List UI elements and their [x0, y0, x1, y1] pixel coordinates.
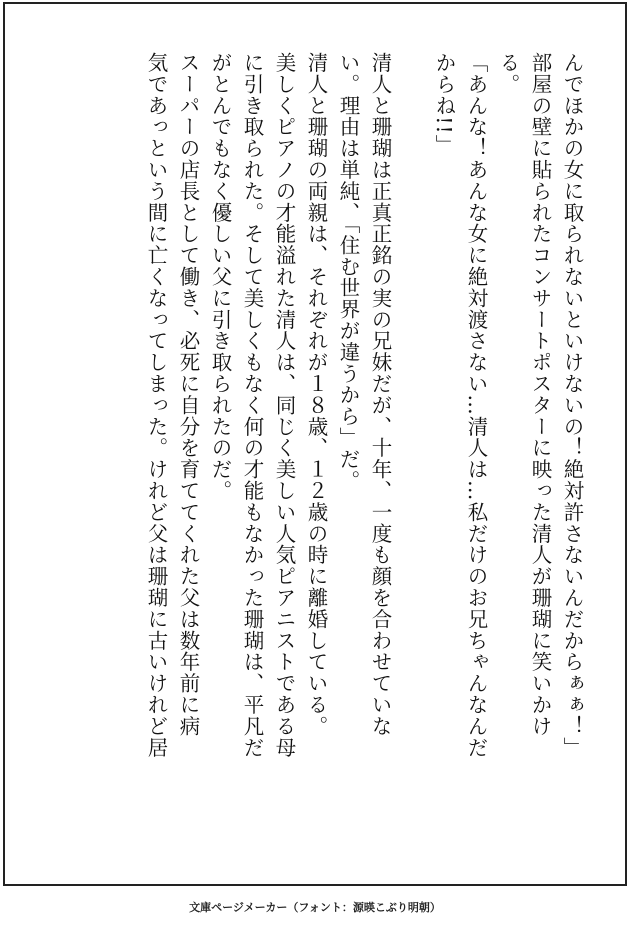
text-line: に引き取られた。そして美しくもなく何の才能もなかった珊瑚は、平凡だ	[240, 52, 264, 759]
text-line: んでほかの女に取られないといけないの！絶対許さないんだからぁぁ！」	[560, 52, 584, 759]
text-line: 美しくピアノの才能溢れた清人は、同じく美しい人気ピアニストである母	[272, 52, 296, 759]
text-line: 部屋の壁に貼られたコンサートポスターに映った清人が珊瑚に笑いかけ	[528, 52, 552, 737]
text-line: スーパーの店長として働き、必死に自分を育ててくれた父は数年前に病	[176, 52, 200, 737]
text-line: からね!!」	[432, 52, 456, 156]
text-line: い。理由は単純、「住む世界が違うから」だ。	[336, 52, 360, 492]
text-line: 清人と珊瑚は正真正銘の実の兄妹だが、十年、一度も顔を合わせていな	[368, 52, 392, 737]
footer-credit: 文庫ページメーカー（フォント：源暎こぶり明朝）	[189, 901, 441, 914]
text-line: 清人と珊瑚の両親は、それぞれが１８歳、１２歳の時に離婚している。	[304, 52, 328, 737]
text-line: る。	[496, 52, 520, 95]
vertical-text-body	[140, 52, 588, 852]
text-line: 「あんな！あんな女に絶対渡さない…清人は…私だけのお兄ちゃんなんだ	[464, 52, 488, 759]
text-line: 気であっという間に亡くなってしまった。けれど父は珊瑚に古いけれど居	[144, 52, 168, 759]
text-line: がとんでもなく優しい父に引き取られたのだ。	[208, 52, 232, 502]
blank-line	[396, 52, 428, 852]
